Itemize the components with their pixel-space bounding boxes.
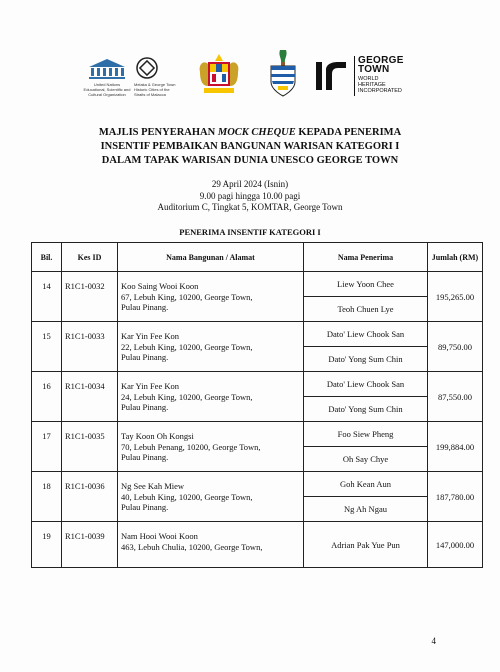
event-venue: Auditorium C, Tingkat 5, KOMTAR, George Town [157, 202, 343, 212]
cell-penerima [304, 372, 428, 422]
table-row [32, 422, 483, 472]
gtwhi-line-1: GEORGE [358, 55, 404, 66]
cell-jumlah: 187,780.00 [428, 472, 483, 522]
header-penerima: Nama Penerima [304, 243, 428, 272]
building-name: Koo Saing Wooi Koon [121, 281, 199, 291]
table-row [32, 322, 483, 372]
address-line: Pulau Pinang. [121, 302, 169, 312]
cell-bil: 19 [32, 522, 62, 568]
recipient-name: Liew Yoon Chee [337, 279, 394, 289]
cell-bangunan [118, 322, 304, 372]
header-kes-id: Kes ID [62, 243, 118, 272]
title-line-1-suffix: KEPADA PENERIMA [295, 127, 402, 138]
cell-penerima [304, 472, 428, 522]
unesco-logo [82, 58, 132, 98]
building-name: Tay Koon Oh Kongsi [121, 431, 194, 441]
table-row [32, 522, 483, 568]
cell-bangunan [118, 472, 304, 522]
recipient-name: Adrian Pak Yue Pun [331, 539, 400, 550]
cell-penerima [304, 522, 428, 568]
cell-jumlah: 87,550.00 [428, 372, 483, 422]
cell-kes-id: R1C1-0036 [62, 472, 118, 522]
cell-bil: 18 [32, 472, 62, 522]
unesco-caption-line: Cultural Organization [88, 92, 126, 97]
cell-kes-id: R1C1-0034 [62, 372, 118, 422]
address-line: Pulau Pinang. [121, 352, 169, 362]
gtwhi-line-4: HERITAGE [358, 82, 386, 88]
event-date: 29 April 2024 (Isnin) [211, 179, 289, 189]
event-details [40, 179, 460, 214]
gtwhi-line-5: INCORPORATED [358, 88, 402, 94]
gtwhi-line-2: TOWN [358, 64, 390, 75]
address-line: Pulau Pinang. [121, 402, 169, 412]
title-line-1-prefix: MAJLIS PENYERAHAN [98, 127, 218, 138]
building-name: Ng See Kah Miew [121, 481, 185, 491]
address-line: 40, Lebuh King, 10200, George Town, [121, 491, 253, 502]
address-line: 67, Lebuh King, 10200, George Town, [121, 291, 253, 302]
cell-kes-id: R1C1-0039 [62, 522, 118, 568]
recipient-name: Oh Say Chye [304, 446, 427, 471]
cell-bil: 15 [32, 322, 62, 372]
cell-bil: 14 [32, 272, 62, 322]
address-line: Pulau Pinang. [121, 452, 169, 462]
header-bil: Bil. [32, 243, 62, 272]
gtwhi-logo [314, 54, 426, 100]
building-name: Kar Yin Fee Kon [121, 381, 179, 391]
penang-crest [268, 48, 298, 98]
recipient-name: Dato' Yong Sum Chin [304, 396, 427, 421]
melaka-caption-line: Historic Cities of the [134, 87, 170, 92]
cell-bil: 17 [32, 422, 62, 472]
table-row [32, 372, 483, 422]
cell-jumlah: 199,884.00 [428, 422, 483, 472]
recipient-name: Dato' Liew Chook San [326, 329, 405, 339]
unesco-caption-line: United Nations [93, 82, 121, 87]
section-subtitle: PENERIMA INSENTIF KATEGORI I [179, 227, 321, 237]
unesco-caption-line: Educational, Scientific and [83, 87, 131, 92]
world-heritage-emblem [134, 56, 186, 100]
cell-penerima [304, 322, 428, 372]
table-row [32, 272, 483, 322]
recipient-name: Ng Ah Ngau [304, 496, 427, 521]
cell-bangunan [118, 522, 304, 568]
page-number: 4 [431, 636, 436, 646]
recipients-table [31, 242, 483, 568]
title-line-2: INSENTIF PEMBAIKAN BANGUNAN WARISAN KATEGORI I [100, 141, 400, 152]
address-line: 70, Lebuh Penang, 10200, George Town, [121, 441, 261, 452]
cell-jumlah: 195,265.00 [428, 272, 483, 322]
cell-bil: 16 [32, 372, 62, 422]
melaka-caption-line: Melaka & George Town [134, 82, 176, 87]
cell-bangunan [118, 422, 304, 472]
title-line-1 [40, 126, 460, 140]
address-line: 463, Lebuh Chulia, 10200, George Town, [121, 541, 263, 552]
header-jumlah: Jumlah (RM) [428, 243, 483, 272]
recipient-name: Dato' Liew Chook San [326, 379, 405, 389]
document-title [40, 126, 460, 168]
address-line: 22, Lebuh King, 10200, George Town, [121, 341, 253, 352]
logo-row [0, 40, 500, 110]
cell-kes-id: R1C1-0035 [62, 422, 118, 472]
cell-jumlah: 89,750.00 [428, 322, 483, 372]
recipient-name: Goh Kean Aun [340, 479, 391, 489]
building-name: Nam Hooi Wooi Koon [121, 531, 198, 541]
event-time: 9.00 pagi hingga 10.00 pagi [199, 190, 301, 201]
cell-jumlah: 147,000.00 [428, 522, 483, 568]
cell-kes-id: R1C1-0032 [62, 272, 118, 322]
header-bangunan: Nama Bangunan / Alamat [118, 243, 304, 272]
recipient-name: Foo Siew Pheng [337, 429, 394, 439]
cell-bangunan [118, 372, 304, 422]
cell-penerima [304, 422, 428, 472]
malaysia-coat-of-arms [196, 52, 242, 98]
title-line-1-italic: MOCK CHEQUE [217, 127, 296, 138]
cell-bangunan [118, 272, 304, 322]
title-line-3: DALAM TAPAK WARISAN DUNIA UNESCO GEORGE TOWN [101, 155, 399, 166]
recipient-name: Teoh Chuen Lye [304, 296, 427, 321]
address-line: 24, Lebuh King, 10200, George Town, [121, 391, 253, 402]
cell-penerima [304, 272, 428, 322]
table-header-row [32, 243, 483, 272]
melaka-caption-line: Straits of Malacca [134, 92, 166, 97]
recipient-name: Dato' Yong Sum Chin [304, 346, 427, 371]
table-row [32, 472, 483, 522]
gtwhi-line-3: WORLD [358, 76, 379, 82]
address-line: Pulau Pinang. [121, 502, 169, 512]
cell-kes-id: R1C1-0033 [62, 322, 118, 372]
building-name: Kar Yin Fee Kon [121, 331, 179, 341]
